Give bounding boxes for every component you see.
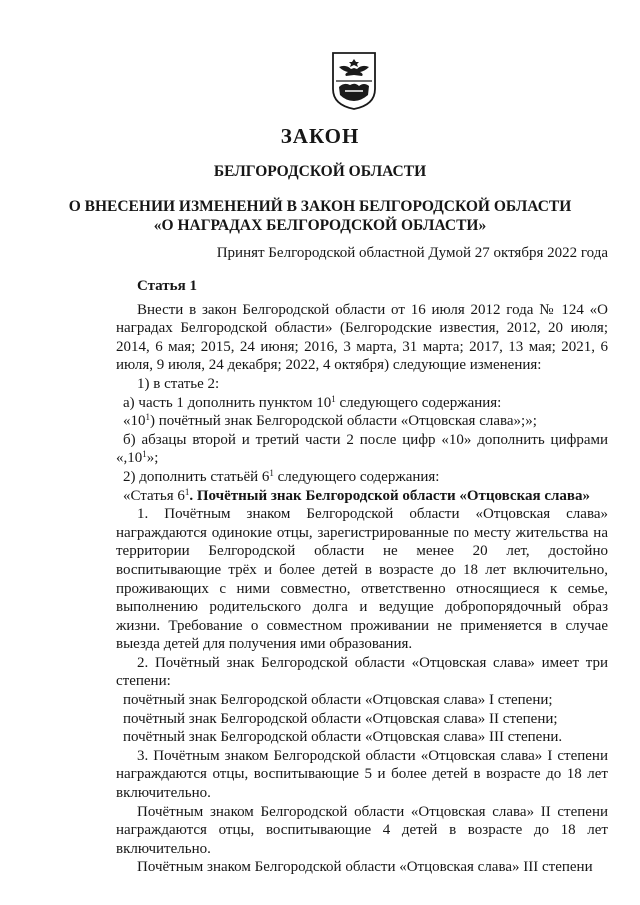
document-subject (0, 197, 640, 235)
document-body (116, 277, 608, 877)
article-heading: Статья 1 (137, 278, 197, 294)
paragraph-2: 2. Почётный знак Белгородской области «Отцовская слава» имеет три степени: (116, 654, 608, 690)
article-intro: Внести в закон Белгородской области от 16 июля 2012 года № 124 «О наградах Белгородской области» (Белгородские известия, 2012, 20 июля; 2014, 6 мая; 2015, 24 июня; 2016, 3 марта, 31 марта; 2017, 13 мая; 2021, 6 июля, 9 июля, 24 декабря; 2022, 4 октября) следующие изменения: (116, 301, 608, 374)
adoption-note: Принят Белгородской областной Думой 27 октября 2022 года (216, 245, 608, 261)
degree-2: почётный знак Белгородской области «Отцовская слава» II степени; (123, 710, 558, 727)
amendment-item-1b: б) абзацы второй и третий части 2 после цифр «10» дополнить цифрами «$,10^1$»; (116, 431, 608, 467)
document-type: ЗАКОН (280, 124, 360, 148)
subject-line-2: «О НАГРАДАХ БЕЛГОРОДСКОЙ ОБЛАСТИ» (153, 217, 487, 234)
new-article-heading: «Статья $6^1$. Почётный знак Белгородской области «Отцовская слава» (123, 486, 591, 504)
issuing-region: БЕЛГОРОДСКОЙ ОБЛАСТИ (213, 163, 427, 180)
paragraph-4: Почётным знаком Белгородской области «Отцовская слава» II степени награждаются отцы, воспитывающие 4 детей в возрасте до 18 лет включительно. (116, 803, 608, 857)
paragraph-5: Почётным знаком Белгородской области «Отцовская слава» III степени (137, 859, 593, 876)
amendment-item-1: 1) в статье 2: (137, 375, 220, 392)
amendment-item-1a: а) часть 1 дополнить пунктом $10^1$ следующего содержания: (123, 393, 502, 411)
degree-3: почётный знак Белгородской области «Отцовская слава» III степени. (123, 729, 563, 746)
subject-line-1: О ВНЕСЕНИИ ИЗМЕНЕНИЙ В ЗАКОН БЕЛГОРОДСКОЙ ОБЛАСТИ (68, 198, 572, 215)
degree-1: почётный знак Белгородской области «Отцовская слава» I степени; (123, 692, 553, 709)
paragraph-3: 3. Почётным знаком Белгородской области «Отцовская слава» I степени награждаются отцы, воспитывающие 5 и более детей в возрасте до 18 лет включительно. (116, 747, 608, 802)
paragraph-1: 1. Почётным знаком Белгородской области «Отцовская слава» награждаются одинокие отцы, зарегистрированные по месту жительства на территории Белгородской области не менее 20 лет, достойно воспитывающие трёх и более детей в возрасте до 18 лет включительно, проживающих с ними совместно, ответственно относящиеся к семье, выполнению родительского долга и ведущие добропорядочный образ жизни. Требование о совместном проживании не применяется в случае выезда детей для получения ими образования. (116, 506, 608, 653)
coat-of-arms-icon (331, 51, 377, 111)
amendment-item-2: 2) дополнить статьёй $6^1$ следующего содержания: (123, 467, 440, 485)
amendment-item-1a-text: «$10^1$) почётный знак Белгородской области «Отцовская слава»;»; (123, 412, 537, 430)
